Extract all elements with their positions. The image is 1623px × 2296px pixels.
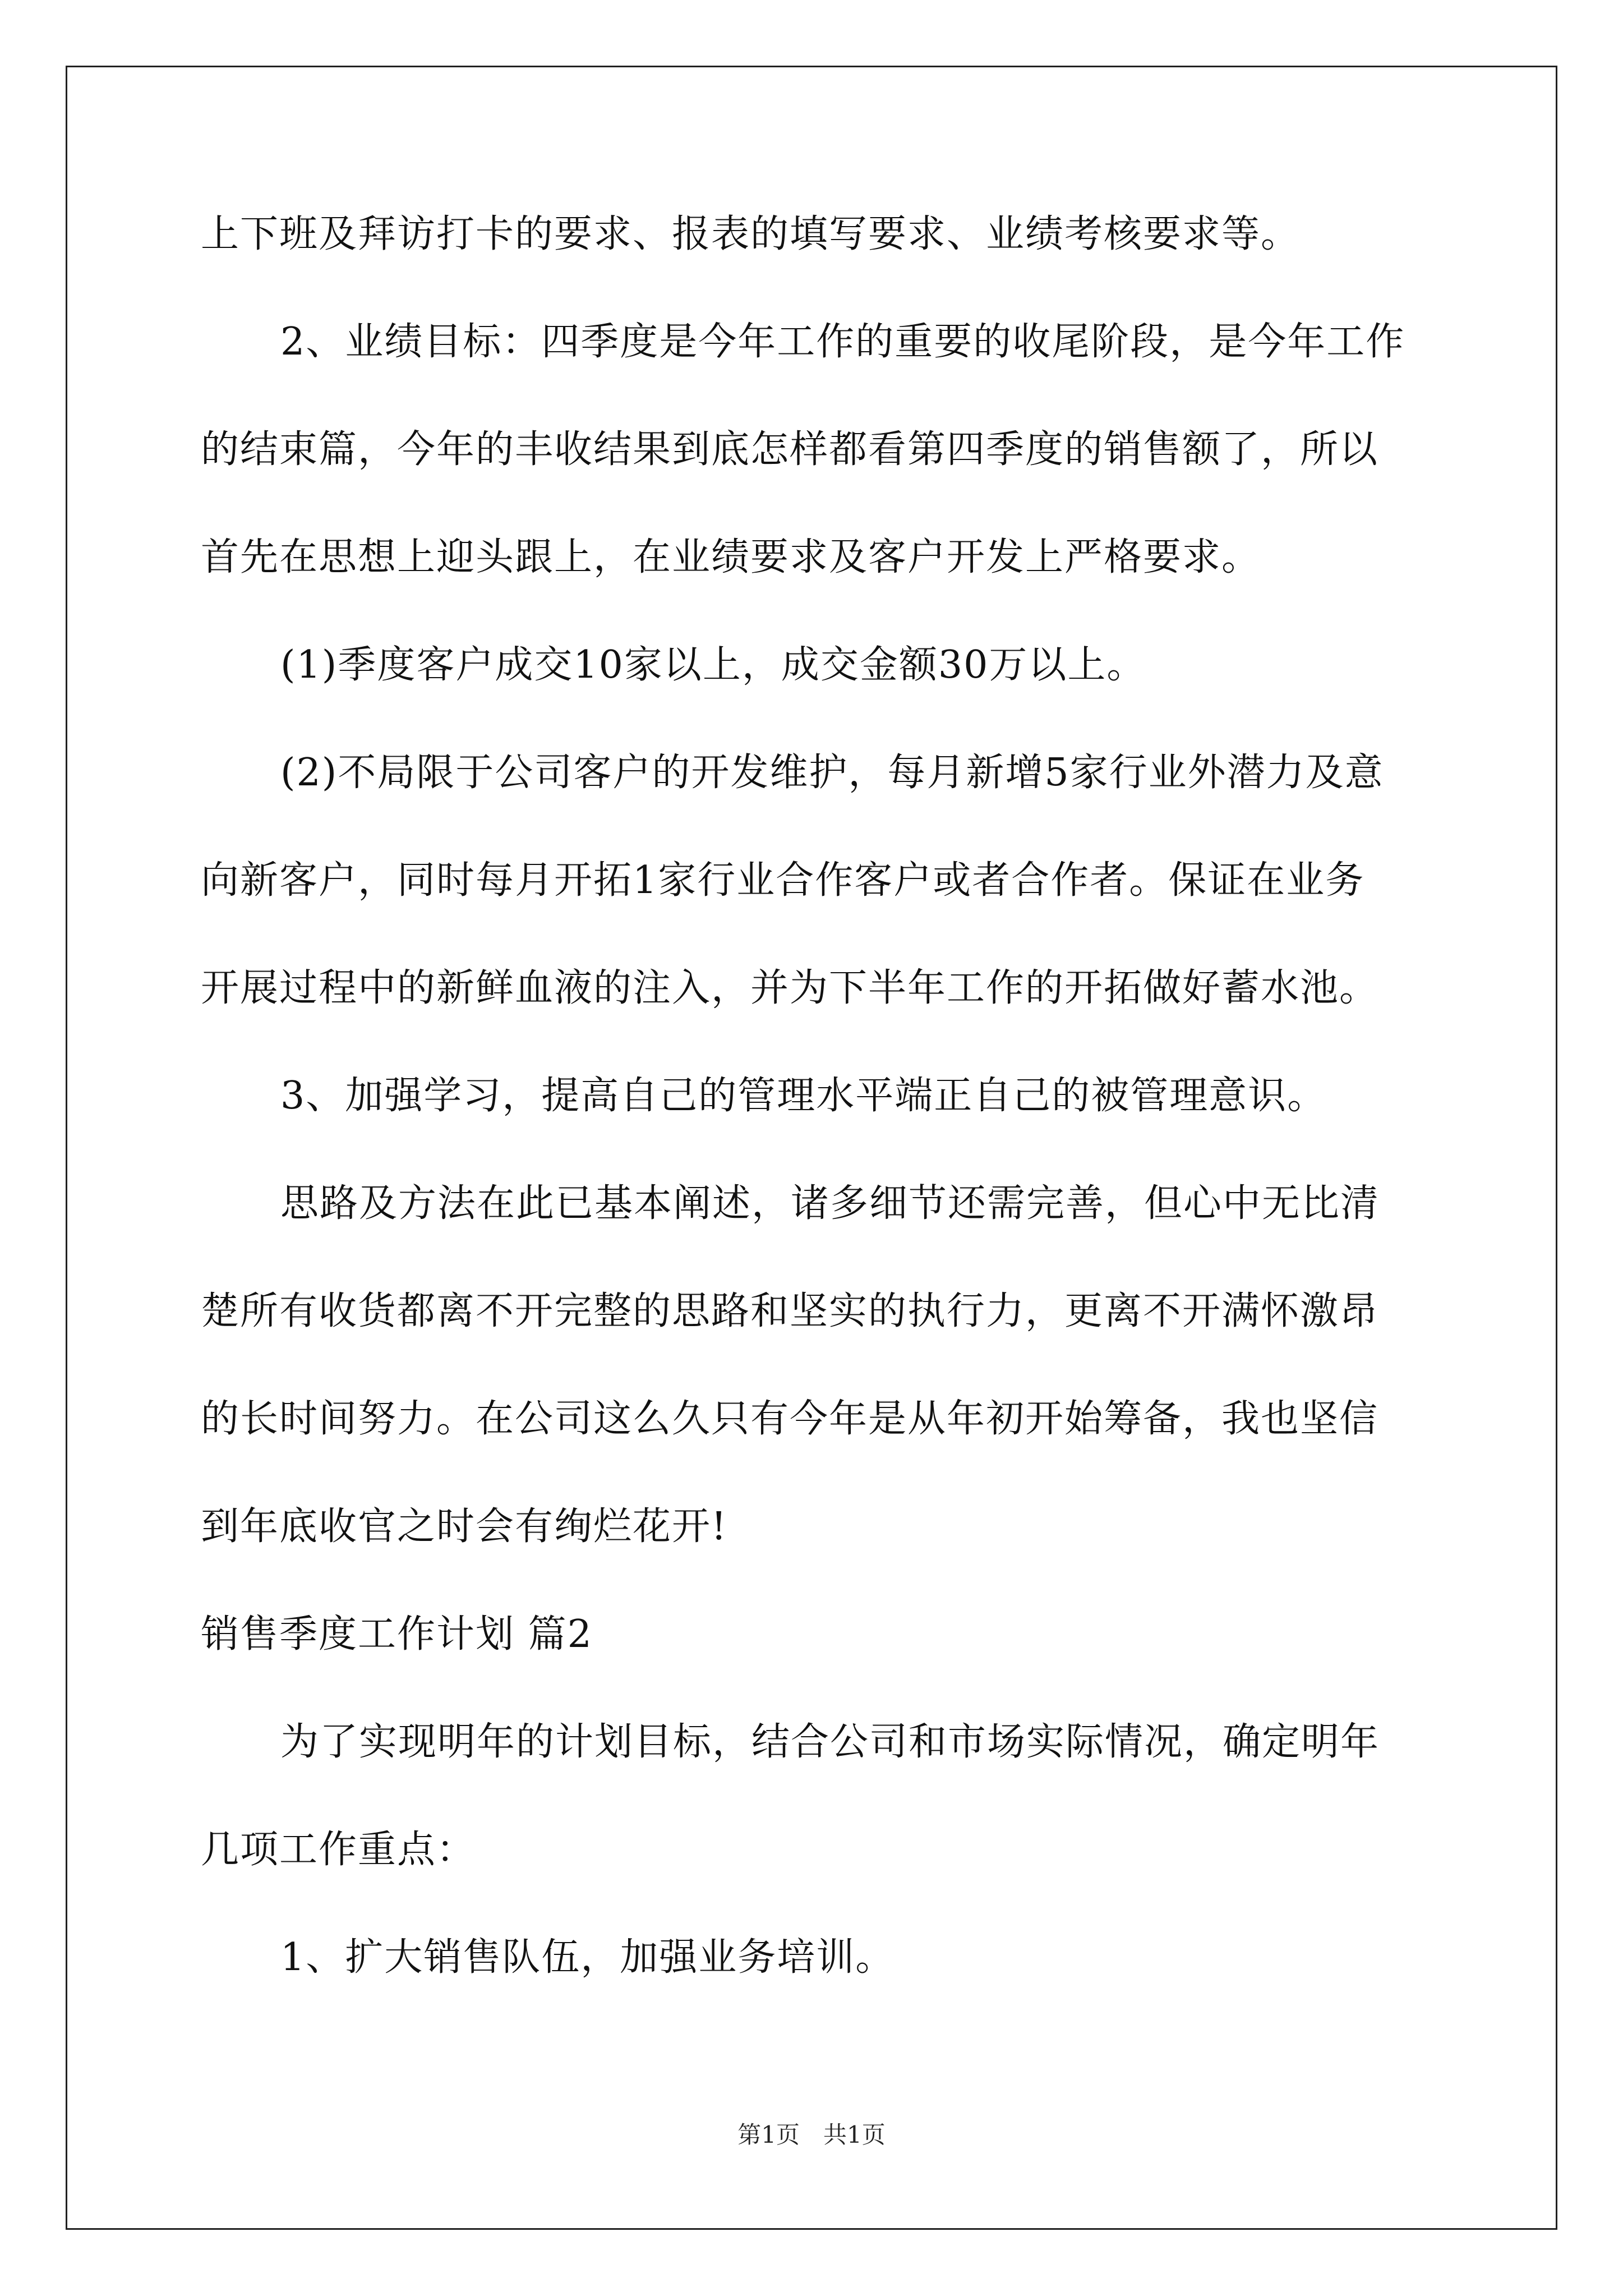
text-line: 首先在思想上迎头跟上，在业绩要求及客户开发上严格要求。 (201, 535, 1261, 579)
text-line: 1、扩大销售队伍，加强业务培训。 (280, 1935, 895, 1980)
page-number-footer: 第1页 共1页 (737, 2121, 886, 2148)
text-line: (2)不局限于公司客户的开发维护，每月新增5家行业外潜力及意 (280, 751, 1384, 795)
text-line: 的长时间努力。在公司这么久只有今年是从年初开始筹备，我也坚信 (201, 1397, 1379, 1441)
text-line: 到年底收官之时会有绚烂花开! (201, 1504, 728, 1549)
text-line: 思路及方法在此已基本阐述，诸多细节还需完善，但心中无比清 (280, 1181, 1380, 1226)
document-body (201, 208, 1423, 2039)
text-line: 为了实现明年的计划目标，结合公司和市场实际情况，确定明年 (280, 1720, 1380, 1764)
text-line: 楚所有收货都离不开完整的思路和坚实的执行力，更离不开满怀激昂 (201, 1289, 1379, 1333)
section-heading: 销售季度工作计划 篇2 (201, 1612, 593, 1657)
text-line: 2、业绩目标：四季度是今年工作的重要的收尾阶段，是今年工作 (280, 320, 1405, 364)
text-line: 几项工作重点： (201, 1828, 476, 1872)
text-line: (1)季度客户成交10家以上，成交金额30万以上。 (280, 643, 1146, 687)
text-line: 上下班及拜访打卡的要求、报表的填写要求、业绩考核要求等。 (201, 212, 1301, 256)
text-line: 的结束篇，今年的丰收结果到底怎样都看第四季度的销售额了，所以 (201, 427, 1379, 472)
text-line: 3、加强学习，提高自己的管理水平端正自己的被管理意识。 (280, 1074, 1327, 1118)
text-line: 开展过程中的新鲜血液的注入，并为下半年工作的开拓做好蓄水池。 (201, 966, 1379, 1010)
text-line: 向新客户，同时每月开拓1家行业合作客户或者合作者。保证在业务 (201, 858, 1365, 903)
